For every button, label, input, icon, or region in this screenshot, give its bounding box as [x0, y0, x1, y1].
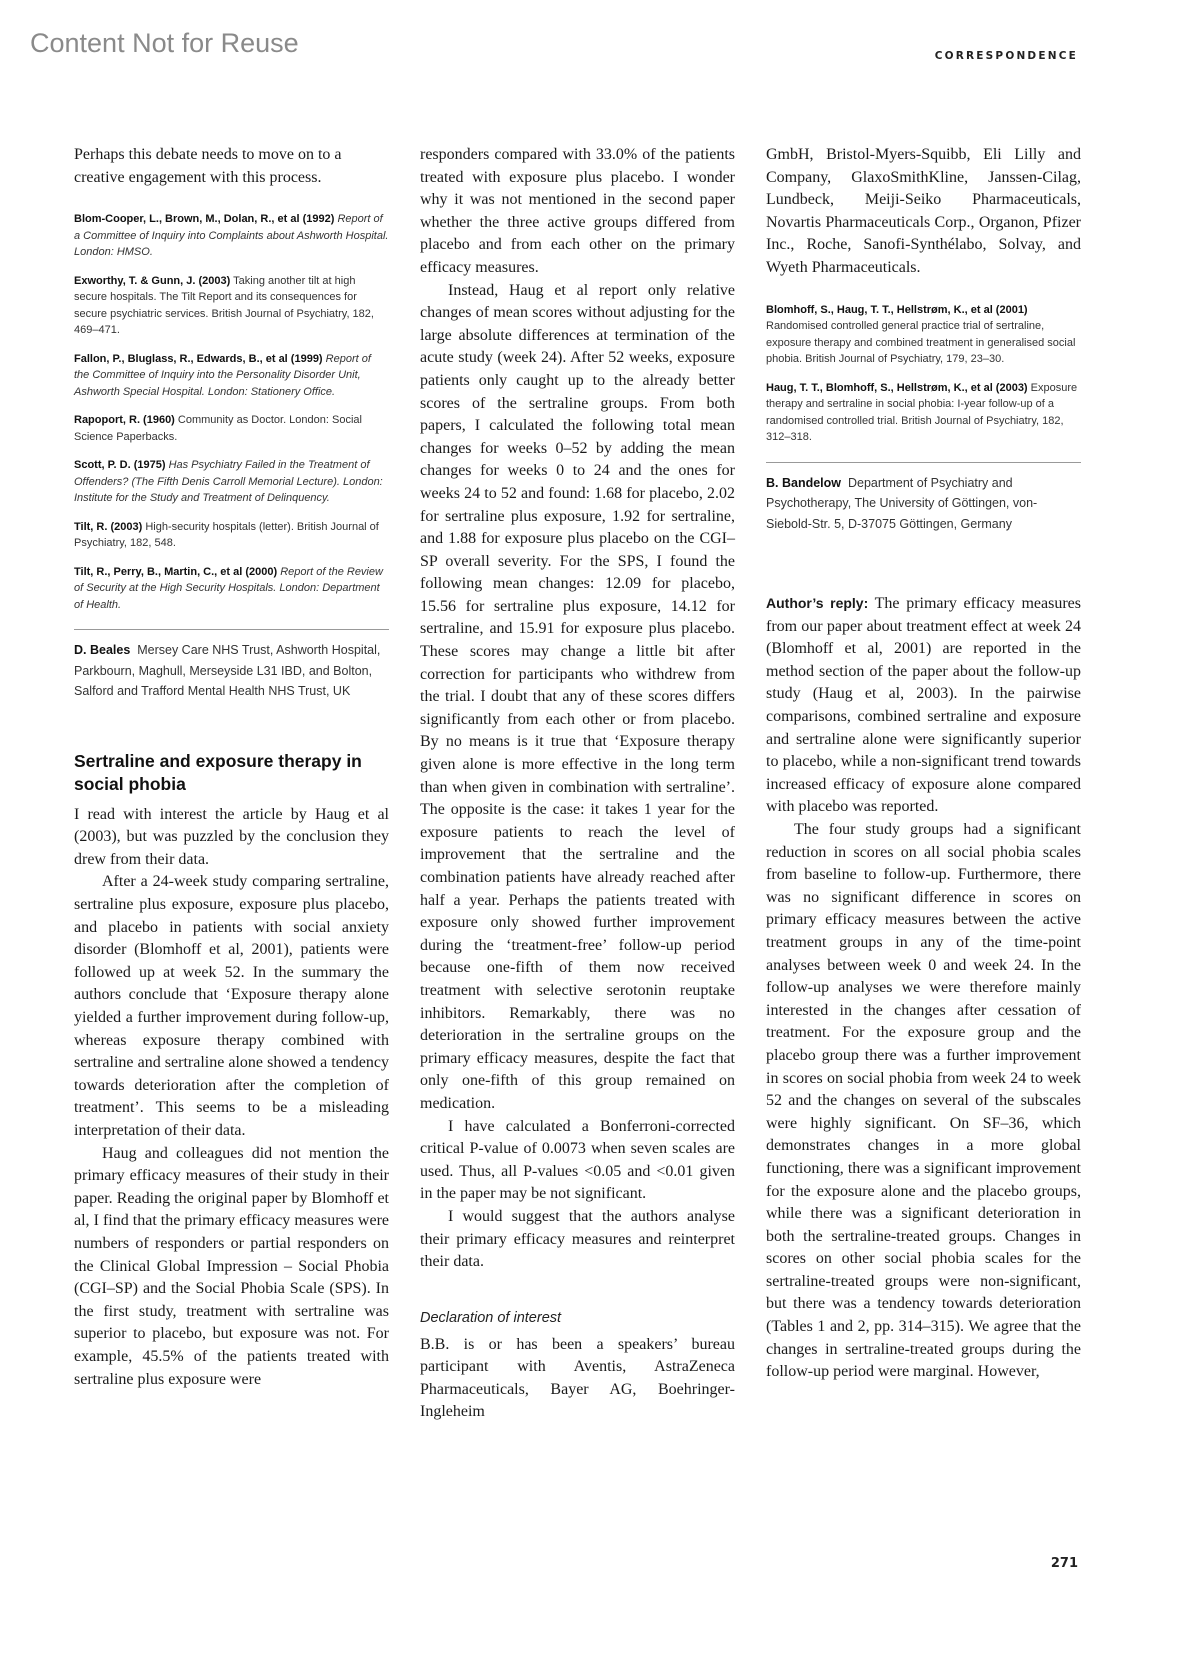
- signature-rule: [766, 462, 1081, 463]
- column-1: [74, 144, 389, 1391]
- author-name: B. Bandelow: [766, 475, 842, 490]
- article-title: Sertraline and exposure therapy in social phobia: [74, 750, 362, 794]
- declaration-heading: Declaration of interest: [420, 1309, 562, 1326]
- author-affiliation: Department of Psychiatry and Psychotherapy, The University of Göttingen, von-Siebold-Str. 5, D-37075 Göttingen, Germany: [766, 475, 1038, 531]
- body-paragraph: I have calculated a Bonferroni-corrected critical P-value of 0.0073 when seven scales are used. Thus, all P-values <0.05 and <0.01 given in the paper may be not significant.: [420, 1117, 735, 1203]
- reference: Haug, T. T., Blomhoff, S., Hellstrøm, K., et al (2003) Exposure therapy and sertraline in social phobia: I-year follow-up of a randomised controlled trial. British Journal of Psychiatry, 182, 312–318.: [766, 381, 1078, 444]
- page-number: 271: [1050, 1556, 1078, 1571]
- reply-paragraph: Author’s reply: The primary efficacy measures from our paper about treatment effect at week 24 (Blomhoff et al, 2001) are reported in the method section of the paper about the follow-up study (Haug et al, 2003). In the pairwise comparisons, combined sertraline and exposure and sertraline alone were significantly superior to placebo, while a non-significant trend towards increased efficacy of exposure alone compared with placebo was reported.: [766, 595, 1081, 816]
- reference: Blom-Cooper, L., Brown, M., Dolan, R., et al (1992) Report of a Committee of Inquiry into Complaints about Ashworth Hospital. London: HMSO.: [74, 213, 389, 259]
- body-paragraph: responders compared with 33.0% of the patients treated with exposure plus placebo. I wonder why it was not mentioned in the second paper whether the three active groups differed from placebo and from each other on the primary efficacy measures.: [420, 146, 735, 276]
- reference: Blomhoff, S., Haug, T. T., Hellstrøm, K., et al (2001) Randomised controlled general practice trial of sertraline, exposure therapy and combined treatment in generalised social phobia. British Journal of Psychiatry, 179, 23–30.: [766, 303, 1076, 366]
- author-signature: [766, 473, 1081, 535]
- reference: Exworthy, T. & Gunn, J. (2003) Taking another tilt at high secure hospitals. The Tilt Report and its consequences for secure psychiatric services. British Journal of Psychiatry, 182, 469–471.: [74, 274, 374, 337]
- declaration-text-continued: GmbH, Bristol-Myers-Squibb, Eli Lilly and Company, GlaxoSmithKline, Janssen-Cilag, Lundbeck, Meiji-Seiko Pharmaceuticals, Novartis Pharmaceuticals Corp., Organon, Pfizer Inc., Roche, Sanofi-Synthélabo, Solvay, and Wyeth Pharmaceuticals.: [766, 146, 1081, 276]
- reference: Tilt, R., Perry, B., Martin, C., et al (2000) Report of the Review of Security at the High Security Hospitals. London: Department of Health.: [74, 565, 383, 611]
- body-paragraph: Instead, Haug et al report only relative changes of mean scores without adjusting for the large absolute differences at termination of the acute study (week 24). After 52 weeks, exposure patients only caught up to the already better scores of the sertraline groups. From both papers, I calculated the following total mean changes for weeks 0–52 by adding the mean changes for weeks 0 to 24 and the ones for weeks 24 to 52 and found: 1.68 for placebo, 2.02 for sertraline plus exposure, 1.92 for sertraline, and 1.88 for exposure plus placebo on the CGI–SP overall severity. For the SPS, I found the following mean changes: 12.09 for placebo, 15.56 for sertraline plus exposure, 14.12 for sertraline, and 15.91 for exposure plus placebo. These scores may change a little bit after correction for participants who withdrew from the trial. I doubt that any of these scores differs significantly from each other or from placebo. By no means is it true that ‘Exposure therapy given alone is more effective in the long term than when given in combination with sertraline’. The opposite is the case: it takes 1 year for the exposure patients to reach the level of improvement that the sertraline and the combination patients have already reached after half a year. Perhaps the patients treated with exposure only showed further improvement during the ‘treatment-free’ follow-up period because one-fifth of them now received treatment with selective serotonin reuptake inhibitors. Remarkably, there was no deterioration in the sertraline groups on the primary efficacy measures, despite the fact that only one-fifth of this group remained on medication.: [420, 281, 735, 1112]
- declaration-text: B.B. is or has been a speakers’ bureau participant with Aventis, AstraZeneca Pharmaceuticals, Bayer AG, Boehringer-Ingleheim: [420, 1335, 735, 1421]
- intro-paragraph: Perhaps this debate needs to move on to a creative engagement with this process.: [74, 146, 342, 186]
- reply-label: Author’s reply:: [766, 595, 869, 612]
- column-2: [420, 144, 735, 1424]
- column-3: [766, 144, 1081, 1384]
- watermark: Content Not for Reuse: [30, 28, 299, 58]
- author-signature: [74, 640, 389, 702]
- author-name: D. Beales: [74, 643, 131, 658]
- signature-rule: [74, 629, 389, 630]
- body-paragraph: I would suggest that the authors analyse their primary efficacy measures and reinterpret their data.: [420, 1207, 735, 1271]
- author-affiliation: Mersey Care NHS Trust, Ashworth Hospital, Parkbourn, Maghull, Merseyside L31 IBD, and Bolton, Salford and Trafford Mental Health NHS Trust, UK: [74, 643, 381, 699]
- reference-list-1: [74, 211, 389, 613]
- reference: Rapoport, R. (1960) Community as Doctor. London: Social Science Paperbacks.: [74, 414, 362, 443]
- reply-paragraph: The four study groups had a significant reduction in scores on all social phobia scales from baseline to follow-up. Furthermore, there was no significant difference in scores on primary efficacy measures between the active treatment groups in any of the time-point analyses between week 0 and week 24. In the follow-up analyses we were therefore mainly interested in the changes after cessation of treatment. For the exposure group and the placebo group there was a further improvement in scores on social phobia from week 24 to week 52 and the changes on several of the subscales were highly significant. On SF–36, which demonstrates changes in a more global functioning, there was a significant improvement for the exposure alone and the placebo groups, while there was a significant deterioration in both the sertraline-treated groups. Changes in scores on other social phobia scales for the sertraline-treated groups were non-significant, but there was a tendency towards deterioration (Tables 1 and 2, pp. 314–315). We agree that the changes in sertraline-treated groups during the follow-up period were marginal. However,: [766, 821, 1081, 1381]
- reference: Scott, P. D. (1975) Has Psychiatry Failed in the Treatment of Offenders? (The Fifth Denis Carroll Memorial Lecture). London: Institute for the Study and Treatment of Delinquency.: [74, 459, 383, 505]
- body-paragraph: After a 24-week study comparing sertraline, sertraline plus exposure, exposure plus placebo, and placebo in patients with social anxiety disorder (Blomhoff et al, 2001), patients were followed up at week 52. In the summary the authors conclude that ‘Exposure therapy alone yielded a further improvement during follow-up, whereas exposure therapy combined with sertraline and sertraline alone showed a tendency towards deterioration after the completion of treatment’. This seems to be a misleading interpretation of their data.: [74, 873, 389, 1139]
- reference-list-2: [766, 302, 1081, 446]
- reference: Fallon, P., Bluglass, R., Edwards, B., et al (1999) Report of the Committee of Inquiry into the Personality Disorder Unit, Ashworth Special Hospital. London: Stationery Office.: [74, 352, 371, 398]
- running-head: CORRESPONDENCE: [934, 50, 1078, 62]
- body-paragraph: Haug and colleagues did not mention the primary efficacy measures of their study in their paper. Reading the original paper by Blomhoff et al, I find that the primary efficacy measures were numbers of responders or partial responders on the Clinical Global Impression – Social Phobia (CGI–SP) and the Social Phobia Scale (SPS). In the first study, treatment with sertraline was superior to placebo, but exposure was not. For example, 45.5% of the patients treated with sertraline plus exposure were: [74, 1144, 389, 1388]
- reference: Tilt, R. (2003) High-security hospitals (letter). British Journal of Psychiatry, 182, 548.: [74, 520, 379, 550]
- body-paragraph: I read with interest the article by Haug et al (2003), but was puzzled by the conclusion they drew from their data.: [74, 805, 389, 868]
